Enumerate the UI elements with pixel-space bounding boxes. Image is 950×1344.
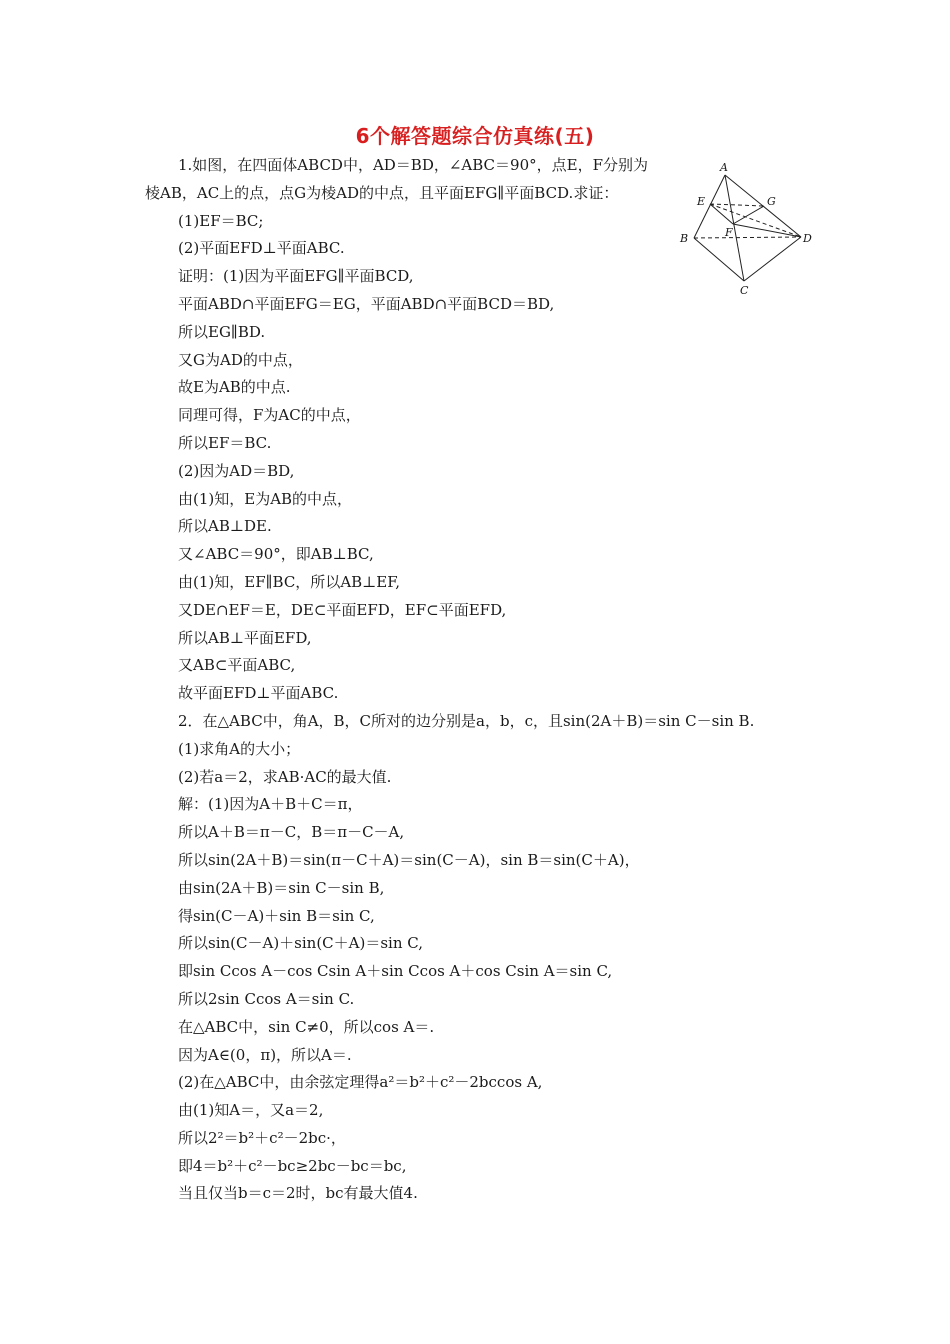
proof-line: 所以AB⊥平面EFD, <box>178 628 312 647</box>
solution-line: 所以2sin Ccos A＝sin C. <box>178 989 355 1008</box>
solution-line: 解：(1)因为A＋B＋C＝π， <box>178 795 363 814</box>
solution-line: 因为A∈(0，π)，所以A＝. <box>178 1045 352 1064</box>
solution-line: 得sin(C－A)＋sin B＝sin C, <box>178 906 375 925</box>
label-f: F <box>725 226 733 239</box>
solution-line: 即sin Ccos A－cos Csin A＋sin Ccos A＋cos Csin A＝sin C, <box>178 962 613 981</box>
proof-line: 所以EG∥BD. <box>178 322 266 341</box>
problem-1-part-2: (2)平面EFD⊥平面ABC. <box>178 239 345 258</box>
solution-line: 所以sin(C－A)＋sin(C＋A)＝sin C, <box>178 934 423 953</box>
problem-2-part-2: (2)若a＝2，求AB·AC的最大值. <box>178 767 392 786</box>
problem-1-statement-line-1: 1.如图，在四面体ABCD中，AD＝BD，∠ABC＝90°，点E，F分别为 <box>178 156 648 174</box>
solution-line: 所以2²＝b²＋c²－2bc·， <box>178 1128 346 1147</box>
label-a: A <box>720 161 728 174</box>
proof-line: 由(1)知，E为AB的中点， <box>178 489 353 508</box>
problem-1-part-1: (1)EF＝BC; <box>178 211 264 230</box>
proof-line: 由(1)知，EF∥BC，所以AB⊥EF, <box>178 572 401 591</box>
proof-line: 平面ABD∩平面EFG＝EG，平面ABD∩平面BCD＝BD, <box>178 294 555 313</box>
proof-line: 故E为AB的中点. <box>178 378 291 397</box>
problem-2-part-1: (1)求角A的大小； <box>178 739 301 758</box>
page-title: 6个解答题综合仿真练(五) <box>355 124 595 148</box>
solution-line: 当且仅当b＝c＝2时，bc有最大值4. <box>178 1184 418 1203</box>
proof-line: 故平面EFD⊥平面ABC. <box>178 684 339 703</box>
proof-line: 所以AB⊥DE. <box>178 517 272 536</box>
solution-line: 由(1)知A＝，又a＝2, <box>178 1101 324 1120</box>
label-e: E <box>697 195 706 208</box>
proof-line: 又AB⊂平面ABC, <box>178 656 296 675</box>
solution-line: 由sin(2A＋B)＝sin C－sin B, <box>178 878 385 897</box>
label-c: C <box>740 284 749 297</box>
solution-line: 即4＝b²＋c²－bc≥2bc－bc＝bc, <box>178 1156 407 1175</box>
proof-line: 所以EF＝BC. <box>178 433 272 452</box>
proof-line: 又DE∩EF＝E，DE⊂平面EFD，EF⊂平面EFD, <box>178 600 507 619</box>
proof-line: 同理可得，F为AC的中点， <box>178 406 361 425</box>
problem-1-statement-line-2: 棱AB，AC上的点，点G为棱AD的中点，且平面EFG∥平面BCD.求证： <box>145 183 619 202</box>
solution-line: 在△ABC中，sin C≠0，所以cos A＝. <box>178 1017 435 1036</box>
solution-line: 所以A＋B＝π－C，B＝π－C－A, <box>178 823 405 842</box>
solution-line: 所以sin(2A＋B)＝sin(π－C＋A)＝sin(C－A)，sin B＝sin(C＋A)， <box>178 850 640 869</box>
label-g: G <box>767 195 776 208</box>
document-body <box>145 152 845 1208</box>
label-b: B <box>680 232 689 245</box>
proof-line: 又∠ABC＝90°，即AB⊥BC, <box>178 545 374 564</box>
proof-line: (2)因为AD＝BD, <box>178 461 295 480</box>
label-d: D <box>803 232 812 245</box>
proof-line: 证明：(1)因为平面EFG∥平面BCD, <box>178 267 414 286</box>
proof-line: 又G为AD的中点， <box>178 350 303 369</box>
problem-2-statement: 2．在△ABC中，角A，B，C所对的边分别是a，b，c，且sin(2A＋B)＝sin C－sin B. <box>178 711 755 730</box>
solution-line: (2)在△ABC中，由余弦定理得a²＝b²＋c²－2bccos A, <box>178 1073 543 1092</box>
